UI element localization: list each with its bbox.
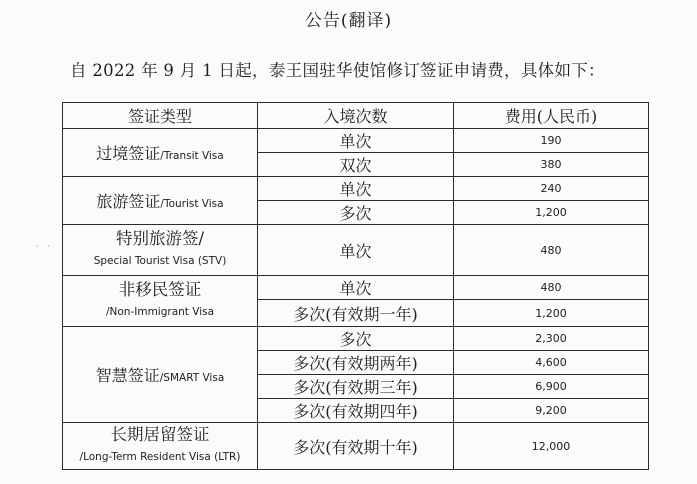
- header-fee: 费用(人民币): [454, 103, 649, 129]
- fee-cell: 9,200: [454, 399, 649, 423]
- fee-cell: 12,000: [454, 423, 649, 470]
- fee-cell: 4,600: [454, 351, 649, 375]
- entry-cell: 多次(有效期一年): [258, 300, 454, 327]
- fee-cell: 480: [454, 225, 649, 276]
- visa-type-stv: 特别旅游签/ Special Tourist Visa (STV): [63, 225, 258, 276]
- header-visa-type: 签证类型: [63, 103, 258, 129]
- table-row: [63, 177, 649, 201]
- entry-cell: 单次: [258, 276, 454, 300]
- entry-cell: 双次: [258, 153, 454, 177]
- visa-type-tourist: 旅游签证/Tourist Visa: [63, 177, 258, 225]
- table-header-row: [63, 103, 649, 129]
- entry-cell: 多次(有效期四年): [258, 399, 454, 423]
- table-row: [63, 276, 649, 300]
- entry-cell: 多次: [258, 201, 454, 225]
- fee-cell: 1,200: [454, 300, 649, 327]
- fee-cell: 6,900: [454, 375, 649, 399]
- entry-cell: 单次: [258, 129, 454, 153]
- document-title: 公告(翻译): [304, 11, 393, 31]
- intro-paragraph: 自 2022 年 9 月 1 日起，泰王国驻华使馆修订签证申请费，具体如下：: [70, 61, 605, 80]
- visa-type-transit: 过境签证/Transit Visa: [63, 129, 258, 177]
- visa-type-smart: 智慧签证/SMART Visa: [63, 327, 258, 423]
- table-row: [63, 327, 649, 351]
- entry-cell: 多次(有效期三年): [258, 375, 454, 399]
- entry-cell: 单次: [258, 225, 454, 276]
- table-row: [63, 129, 649, 153]
- header-entries: 入境次数: [258, 103, 454, 129]
- scan-speckles: · ·: [36, 242, 53, 251]
- fee-cell: 240: [454, 177, 649, 201]
- entry-cell: 多次: [258, 327, 454, 351]
- visa-fee-table: [62, 102, 649, 470]
- visa-type-ltr: 长期居留签证 /Long-Term Resident Visa (LTR): [63, 423, 258, 470]
- fee-cell: 2,300: [454, 327, 649, 351]
- fee-cell: 380: [454, 153, 649, 177]
- entry-cell: 多次(有效期两年): [258, 351, 454, 375]
- visa-type-non-immigrant: 非移民签证 /Non-Immigrant Visa: [63, 276, 258, 327]
- entry-cell: 单次: [258, 177, 454, 201]
- fee-cell: 1,200: [454, 201, 649, 225]
- table-row: [63, 225, 649, 276]
- fee-cell: 480: [454, 276, 649, 300]
- table-row: [63, 423, 649, 470]
- entry-cell: 多次(有效期十年): [258, 423, 454, 470]
- fee-cell: 190: [454, 129, 649, 153]
